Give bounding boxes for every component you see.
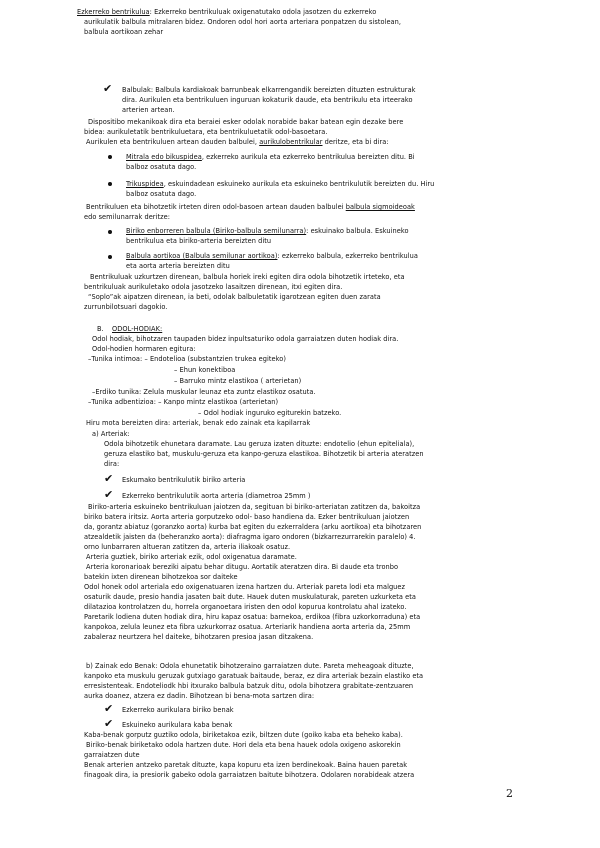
bullet-icon	[108, 255, 112, 259]
text-line: Odol hodiak, bihotzaren taupaden bidez inpultsaturiko odola garraiatzen duten hodiak dira.	[92, 335, 399, 343]
text-line: Ezkerreko bentrikulutik aorta arteria (diametroa 25mm )	[122, 492, 311, 500]
text-line: Ezkerreko aurikulara biriko benak	[122, 706, 234, 714]
text-line: b) Zainak edo Benak: Odola ehunetatik bihotzeraino garraiatzen dute. Pareta meheagoak dituzte,	[86, 662, 414, 670]
term-aurikulobentrikular: aurikulobentrikular	[259, 138, 323, 146]
text-line: – Odol hodiak inguruko egiturekin batzeko.	[198, 409, 342, 417]
text-line: zabaleraz neurtzera hel daiteke, bihotzaren presioa jasan ditzakena.	[84, 633, 314, 641]
text-line: Eskuineko aurikulara kaba benak	[122, 721, 233, 729]
text-span: , ezkerreko aurikula eta ezkerreko bentrikulua bereizten ditu. Bi	[201, 153, 415, 161]
text-line	[77, 8, 376, 16]
text-line: Balbulak: Balbula kardiakoak barrunbeak elkarrengandik bereizten dituzten estrukturak	[122, 86, 416, 94]
term-balbula-aortikoa: Balbula aortikoa (Balbula semilunar aortikoa)	[126, 252, 278, 260]
text-span: : eskuinako balbula. Eskuineko	[306, 227, 409, 235]
text-line: balbula aortikoan zehar	[84, 28, 164, 36]
text-line: Paretarik lodiena duten hodiak dira, hiru kapaz osatua: barnekoa, erdikoa (fibra uzkorkorraduna) eta	[84, 613, 421, 621]
text-line: atzealdetik jaisten da (beheranzko aorta): diafragma igaro ondoren (bizkarrezurrarekin paralelo) 4.	[84, 533, 416, 541]
term-ezkerreko-bentrikulua: Ezkerreko bentrikulua	[77, 8, 150, 16]
text-line: Eskumako bentrikulutik biriko arteria	[122, 476, 246, 484]
text-line	[126, 252, 418, 260]
text-line: Hiru mota bereizten dira: arteriak, benak edo zainak eta kapilarrak	[86, 419, 311, 427]
subsection-label: a) Arteriak:	[92, 430, 130, 438]
text-span: : Ezkerreko bentrikuluak oxigenatutako odola jasotzen du ezkerreko	[149, 8, 377, 16]
text-line: Dispositibo mekanikoak dira eta beraiei esker odolak norabide bakar batean egin dezake bere	[88, 118, 404, 126]
text-line: osaturik daude, presio handia jasaten bait dute. Hauek duten muskulaturak, pareten uzkurketa eta	[84, 593, 416, 601]
text-line: Arteria koronarioak bereziki aipatu behar ditugu. Aortatik ateratzen dira. Bi daude eta tronbo	[86, 563, 399, 571]
checkmark-icon: ✔	[103, 82, 113, 95]
text-span: Aurikulen eta bentrikuluen artean dauden balbulei,	[86, 138, 260, 146]
text-line: Kaba-benak gorputz guztiko odola, biriketakoa ezik, biltzen dute (goiko kaba eta beheko kaba).	[84, 731, 403, 739]
text-span: Bentrikuluen eta bihotzetik irteten diren odol-basoen artean dauden balbulei	[86, 203, 346, 211]
term-trikuspidea: Trikuspidea	[126, 180, 164, 188]
text-line	[126, 180, 434, 188]
text-line: Odola bihotzetik ehunetara daramate. Lau geruza izaten dituzte: endotelio (ehun epiteliala),	[104, 440, 415, 448]
term-mitrala: Mitrala edo bikuspidea	[126, 153, 202, 161]
text-line: Biriko-benak biriketako odola hartzen dute. Hori dela eta bena hauek odola oxigeno askorekin	[86, 741, 401, 749]
text-line: “Soplo”ak aipatzen direnean, ia beti, odolak balbuletatik igarotzean egiten duen zarata	[88, 293, 381, 301]
text-line: geruza elastiko bat, muskulu-geruza eta kanpo-geruza elastikoa. Bihotzetik bi arteria ateratzen	[104, 450, 424, 458]
text-line: zurrunbilotsuari dagokio.	[84, 303, 168, 311]
text-line: Bentrikuluak uzkurtzen direnean, balbula horiek ireki egiten dira odola bihotzetik irteteko, eta	[90, 273, 405, 281]
text-line: Benak arterien antzeko paretak dituzte, kapa kopuru eta izen berdinekoak. Baina hauen paretak	[84, 761, 408, 769]
text-line: –Tunika adbentizioa: – Kanpo mintz elastikoa (arterietan)	[88, 398, 279, 406]
text-line: bentrikuluak aurikuletako odola jasotzeko lasaitzen direnean, itxi egiten dira.	[84, 283, 343, 291]
text-line: biriko batera iritsiz. Aorta arteria gorputzeko odol- baso handiena da. Ezker bentrikuluan jaiotzen	[84, 513, 410, 521]
text-line: dilatazioa kontrolatzen du, horrela organoetara iristen den odol kopurua kontrolatu ahal izateko.	[84, 603, 407, 611]
text-line: –Tunika intimoa: – Endotelioa (substantzien trukea egiteko)	[88, 355, 286, 363]
term-balbula-sigmoideoak: balbula sigmoideoak	[345, 203, 415, 211]
text-line	[126, 227, 409, 235]
text-line	[86, 203, 415, 211]
text-line: aurka doanez, atzera ez dadin. Bihotzean bi bena-mota sartzen dira:	[84, 692, 315, 700]
text-line: finagoak dira, ia presiorik gabeko odola garraiatzen baitute bihotzera. Odolaren norabideak atzera	[84, 771, 415, 779]
text-line: batekin ixten direnean bihotzekoa sor daiteke	[84, 573, 238, 581]
bullet-icon	[108, 182, 112, 186]
text-span: , eskuindadean eskuineko aurikula eta eskuineko bentrikulutik bereizten du. Hiru	[163, 180, 435, 188]
text-line: orno lunbarraren altueran zatitzen da, arteria iliakoak osatuz.	[84, 543, 291, 551]
bullet-icon	[108, 230, 112, 234]
text-line: kanpoko eta muskulu geruzak gutxiago garatuak baitaude, beraz, ez dira arteriak bezain elastiko eta	[84, 672, 424, 680]
text-line: arterien artean.	[122, 106, 175, 114]
text-line: Odol-hodien hormaren egitura:	[92, 345, 196, 353]
text-line: Odol honek odol arteriala edo oxigenatuaren izena hartzen du. Arteriak pareta lodi eta malguez	[84, 583, 406, 591]
text-line: erresistenteak. Endoteliodk hbi itxurako balbula batzuk ditu, odola bihotzera grabitate-zentzuaren	[84, 682, 414, 690]
text-line: balboz osatuta dago.	[126, 163, 197, 171]
text-line: Biriko-arteria eskuineko bentrikuluan jaiotzen da, segituan bi biriko-arteriatan zatitzen da, bakoitza	[88, 503, 421, 511]
text-span: : ezkerreko balbula, ezkerreko bentrikulua	[277, 252, 418, 260]
text-line: bidea: aurikuletatik bentrikuluetara, eta bentrikuluetatik odol-basoetara.	[84, 128, 328, 136]
checkmark-icon: ✔	[104, 472, 114, 485]
text-line: da, gorantz abiatuz (goranzko aorta) kurba bat egiten du ezkerraldera (arku aortikoa) eta bihotzaren	[84, 523, 422, 531]
text-line: –Erdiko tunika: Zelula muskular leunaz eta zuntz elastikoz osatuta.	[92, 388, 316, 396]
text-line: aurikulatik balbula mitralaren bidez. Ondoren odol hori aorta arteriara ponpatzen du sistolean,	[84, 18, 402, 26]
text-line: edo semilunarrak deritze:	[84, 213, 170, 221]
text-line	[126, 153, 415, 161]
text-line	[86, 138, 389, 146]
text-line: balboz osatuta dago.	[126, 190, 197, 198]
section-title: ODOL-HODIAK:	[112, 325, 163, 333]
checkmark-icon: ✔	[104, 488, 114, 501]
text-span: deritze, eta bi dira:	[322, 138, 389, 146]
page-number: 2	[506, 787, 513, 800]
text-line: Arteria guztiek, biriko arteriak ezik, odol oxigenatua daramate.	[86, 553, 297, 561]
text-line: bentrikulua eta biriko-arteria bereizten ditu	[126, 237, 272, 245]
checkmark-icon: ✔	[104, 717, 114, 730]
checkmark-icon: ✔	[104, 702, 114, 715]
term-biriko-balbula: Biriko enborreren balbula (Biriko-balbula semilunarra)	[126, 227, 307, 235]
text-line: – Barruko mintz elastikoa ( arterietan)	[174, 377, 302, 385]
bullet-icon	[108, 155, 112, 159]
text-line: garraiatzen dute	[84, 751, 140, 759]
text-line: dira. Aurikulen eta bentrikuluen inguruan kokaturik daude, eta bentrikulu eta irteerako	[122, 96, 413, 104]
text-line: eta aorta arteria bereizten ditu	[126, 262, 230, 270]
text-line: – Ehun konektiboa	[174, 366, 236, 374]
text-line: kanpokoa, zelula leunez eta fibra uzkurkorraz osatua. Arteriarik handiena aorta arteria da, 25mm	[84, 623, 411, 631]
section-letter: B.	[97, 325, 104, 333]
text-line: dira:	[104, 460, 120, 468]
